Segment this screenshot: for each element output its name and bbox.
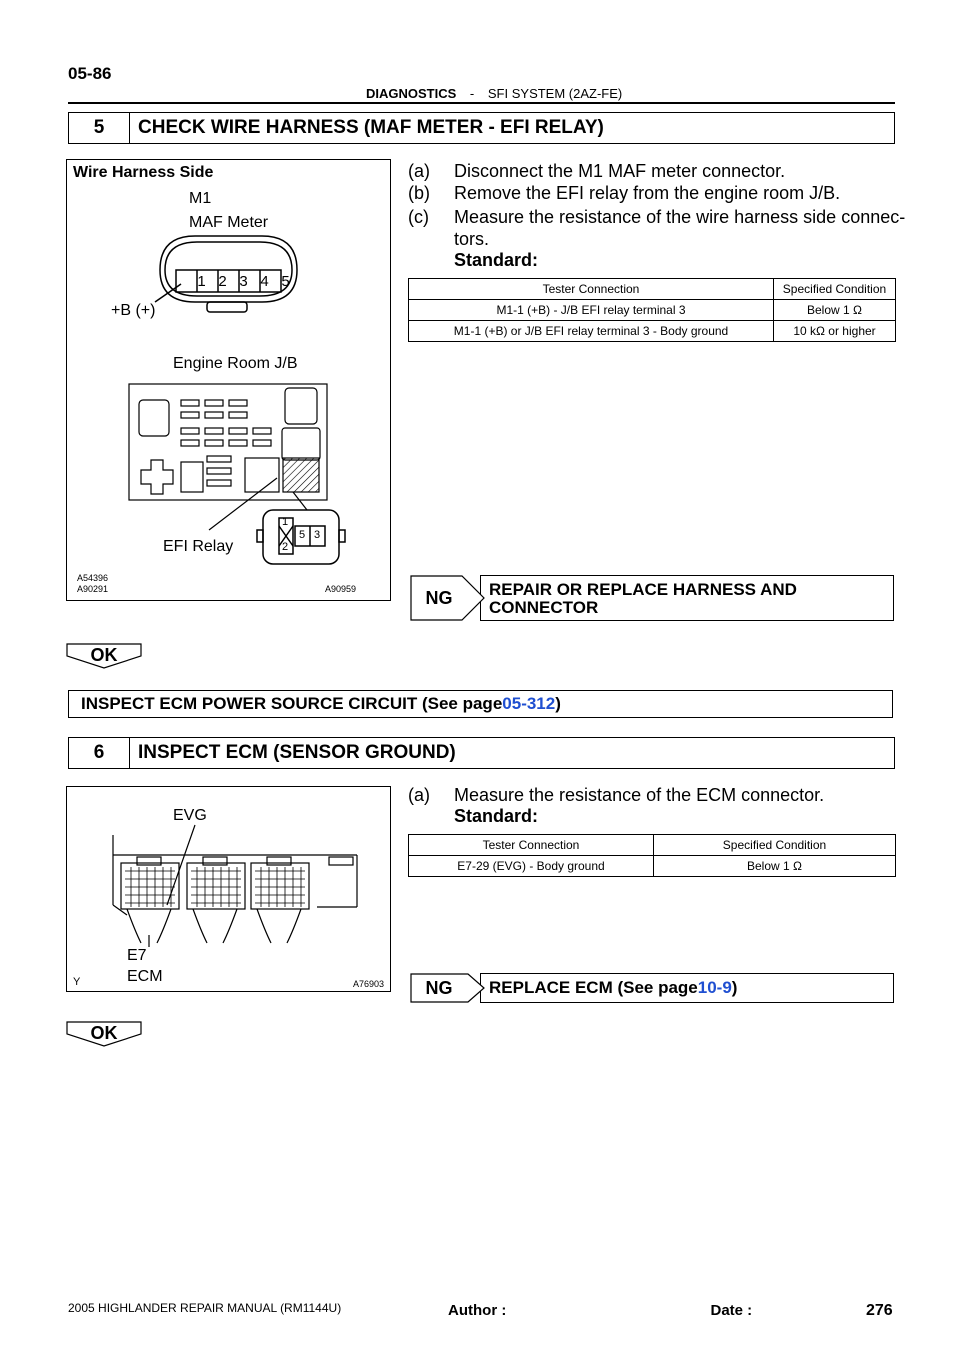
figure-id: A54396 <box>77 573 109 583</box>
e7-label: E7 <box>127 947 147 964</box>
step-6-header <box>68 737 895 769</box>
page-link-10-9[interactable]: 10-9 <box>697 978 732 997</box>
pin-label: 1 <box>197 273 206 290</box>
jb-drawing <box>129 384 327 530</box>
maf-meter-label: MAF Meter <box>189 214 269 231</box>
table-row <box>409 321 896 342</box>
section-header <box>366 86 622 101</box>
inspect-suffix: ) <box>555 694 561 713</box>
footer-page-number: 276 <box>866 1302 893 1319</box>
wiring-figure <box>66 159 391 601</box>
ng-tag <box>410 575 480 621</box>
instruction-letter: (a) <box>408 785 430 805</box>
instruction-text: Measure the resistance of the ECM connector. <box>454 785 825 805</box>
table-cell: 10 kΩ or higher <box>774 321 896 342</box>
ng-label: NG <box>425 977 453 998</box>
table-header: Tester Connection <box>409 835 654 856</box>
pin-label: 3 <box>239 273 248 290</box>
table-cell: M1-1 (+B) or J/B EFI relay terminal 3 - Body ground <box>409 321 774 342</box>
ng-label: NG <box>425 587 453 608</box>
maf-pin-labels <box>191 273 296 290</box>
ng-result-5 <box>410 575 894 621</box>
section-title: DIAGNOSTICS <box>366 86 457 101</box>
step-number: 6 <box>69 738 130 768</box>
author-label: Author : <box>448 1302 507 1319</box>
plus-b-label: +B (+) <box>111 302 156 319</box>
header-separator: - <box>469 86 475 101</box>
subsection-title: SFI SYSTEM (2AZ-FE) <box>487 86 623 101</box>
instruction-letter: (b) <box>408 183 430 203</box>
ok-result-6 <box>66 1021 142 1047</box>
pin-label: 2 <box>218 273 227 290</box>
manual-title: 2005 HIGHLANDER REPAIR MANUAL (RM1144U) <box>68 1301 342 1315</box>
efi-relay-label: EFI Relay <box>163 538 234 555</box>
step-title: INSPECT ECM (SENSOR GROUND) <box>138 742 456 763</box>
table-header-row <box>409 279 896 300</box>
inspect-text: INSPECT ECM POWER SOURCE CIRCUIT (See page <box>81 694 503 713</box>
instruction-a <box>408 160 785 182</box>
instruction-continuation: tors. <box>454 229 490 249</box>
ecm-label: ECM <box>127 968 163 985</box>
figure-id: A90291 <box>77 584 109 594</box>
table-header: Tester Connection <box>409 279 774 300</box>
ng-result-6 <box>410 973 894 1003</box>
instruction-text: Disconnect the M1 MAF meter connector. <box>454 161 786 181</box>
pin-label: 4 <box>260 273 269 290</box>
step-5-header <box>68 112 895 144</box>
inspect-ecm-power-header <box>68 690 893 718</box>
ng-message-text: REPAIR OR REPLACE HARNESS AND <box>489 580 797 599</box>
ok-label: OK <box>90 645 118 665</box>
table-cell: Below 1 Ω <box>654 856 896 877</box>
instruction-a <box>408 784 824 806</box>
m1-label: M1 <box>189 190 212 207</box>
pin-label: 5 <box>281 273 290 290</box>
ng-message <box>480 575 894 621</box>
date-label: Date : <box>710 1302 753 1319</box>
header-rule <box>68 102 895 104</box>
step-number: 5 <box>69 113 130 143</box>
instruction-text: Remove the EFI relay from the engine room J/B. <box>454 183 841 203</box>
table-header: Specified Condition <box>774 279 896 300</box>
figure-title: Wire Harness Side <box>73 164 214 181</box>
table-header: Specified Condition <box>654 835 896 856</box>
relay-pin-label: 2 <box>282 541 289 553</box>
ecm-drawing <box>67 787 390 991</box>
ng-message-suffix: ) <box>731 978 738 997</box>
ok-result-5 <box>66 643 142 669</box>
ng-message-text: REPLACE ECM (See page <box>489 978 698 997</box>
wiring-drawing <box>67 160 390 600</box>
figure-id: A90959 <box>325 584 357 594</box>
page-link-05-312[interactable]: 05-312 <box>502 694 556 713</box>
table-cell: M1-1 (+B) - J/B EFI relay terminal 3 <box>409 300 774 321</box>
evg-label: EVG <box>173 807 207 824</box>
table-cell: E7-29 (EVG) - Body ground <box>409 856 654 877</box>
page-number: 05-86 <box>68 64 112 83</box>
spec-table <box>408 834 896 877</box>
table-header-row <box>409 835 896 856</box>
instruction-letter: (a) <box>408 161 430 181</box>
standard-label: Standard: <box>454 806 539 826</box>
table-cell: Below 1 Ω <box>774 300 896 321</box>
ng-message-line-2: CONNECTOR <box>489 598 599 617</box>
figure-id: A76903 <box>353 979 385 989</box>
ng-message-line-1 <box>489 581 885 599</box>
table-row <box>409 300 896 321</box>
figure-y-label: Y <box>73 976 81 988</box>
instruction-text: Measure the resistance of the wire harness side connec- <box>454 207 906 227</box>
ng-tag <box>410 973 480 1003</box>
standard-label: Standard: <box>454 250 539 270</box>
ok-label: OK <box>90 1023 118 1043</box>
spec-table <box>408 278 896 342</box>
ecm-figure <box>66 786 391 992</box>
instruction-c <box>408 206 905 228</box>
relay-pin-label: 1 <box>282 516 289 528</box>
relay-pin-label: 5 <box>299 529 306 541</box>
jb-label: Engine Room J/B <box>173 355 298 372</box>
table-row <box>409 856 896 877</box>
relay-pin-label: 3 <box>314 529 321 541</box>
instruction-b <box>408 182 840 204</box>
ng-message <box>480 973 894 1003</box>
author-date-line <box>448 1302 752 1319</box>
step-title: CHECK WIRE HARNESS (MAF METER - EFI RELAY) <box>138 117 604 138</box>
instruction-letter: (c) <box>408 207 429 227</box>
